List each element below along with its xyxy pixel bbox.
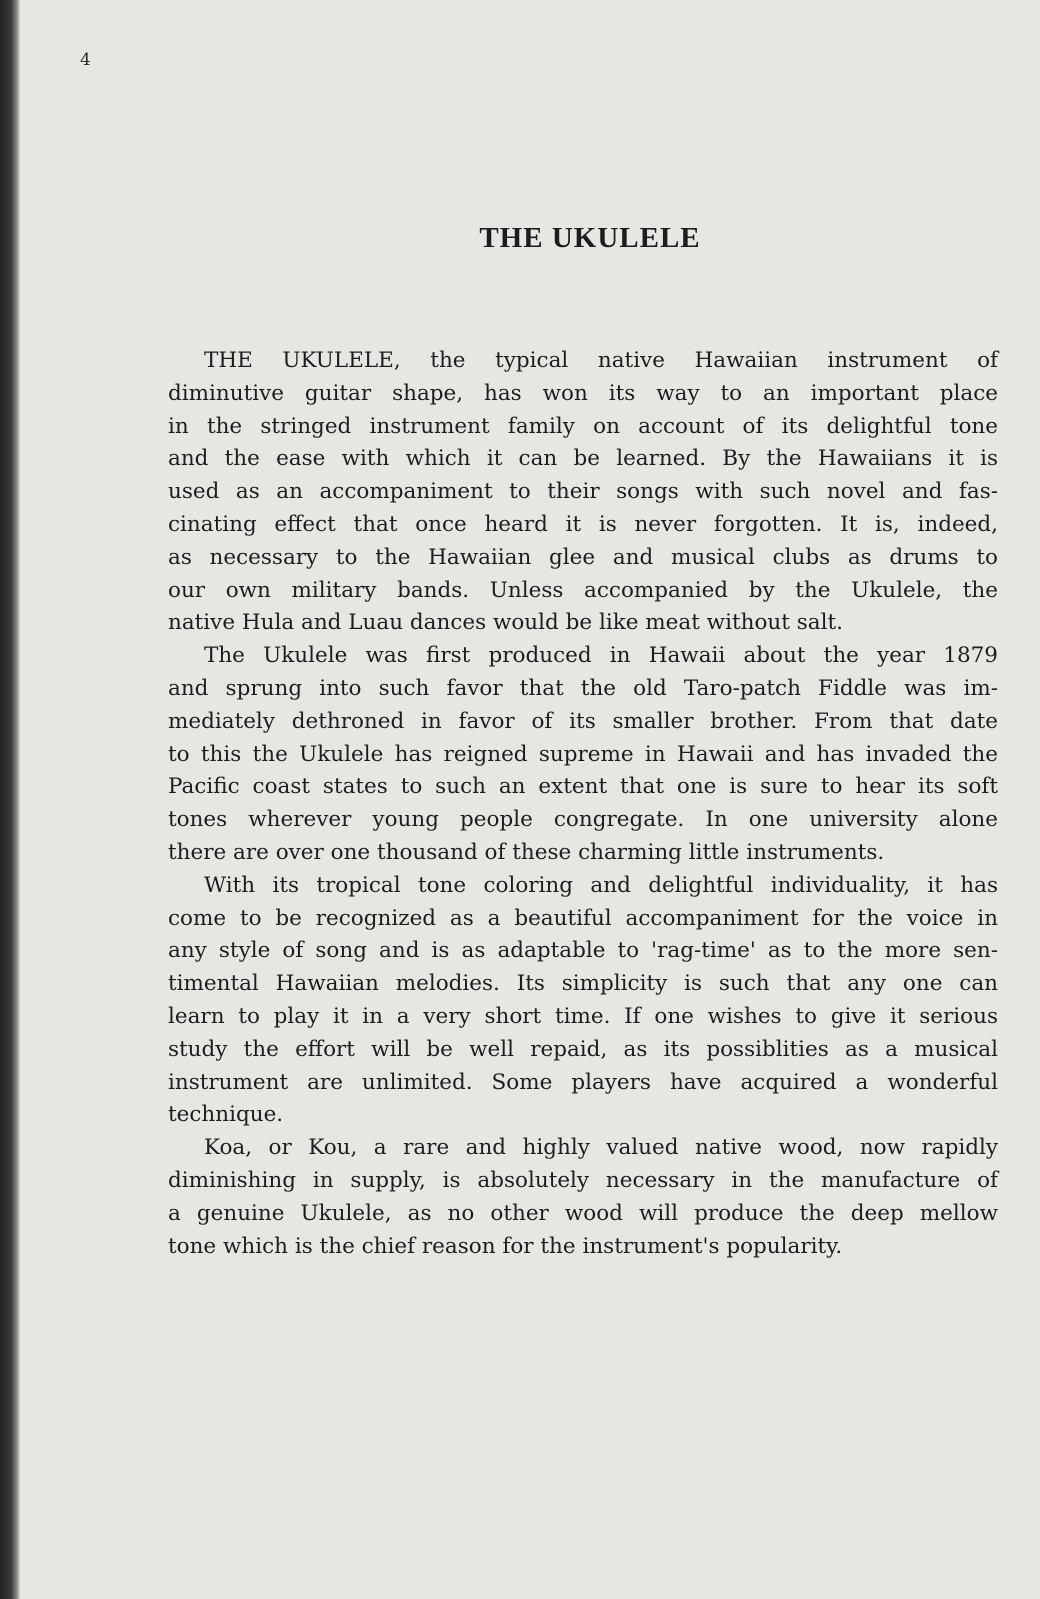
- text-line: diminishing in supply, is absolutely necessary in the manufacture of: [168, 1167, 998, 1193]
- text-line: With its tropical tone coloring and delightful individuality, it has: [204, 872, 998, 898]
- text-line: to this the Ukulele has reigned supreme in Hawaii and has invaded the: [168, 741, 998, 767]
- text-line: learn to play it in a very short time. If one wishes to give it serious: [168, 1003, 998, 1029]
- text-line: instrument are unlimited. Some players have acquired a wonderful: [168, 1069, 998, 1095]
- text-line: as necessary to the Hawaiian glee and musical clubs as drums to: [168, 544, 998, 570]
- text-line: native Hula and Luau dances would be like meat without salt.: [168, 610, 843, 636]
- page-title: THE UKULELE: [479, 222, 701, 254]
- text-line: Koa, or Kou, a rare and highly valued native wood, now rapidly: [204, 1135, 998, 1161]
- text-line: there are over one thousand of these charming little instruments.: [168, 839, 885, 865]
- paragraph: [168, 870, 998, 1132]
- text-line: our own military bands. Unless accompanied by the Ukulele, the: [168, 577, 998, 603]
- text-line: used as an accompaniment to their songs with such novel and fas-: [168, 479, 998, 505]
- text-line: a genuine Ukulele, as no other wood will produce the deep mellow: [168, 1200, 998, 1226]
- text-line: any style of song and is as adaptable to 'rag-time' as to the more sen-: [168, 938, 998, 964]
- paragraph: [168, 345, 998, 640]
- text-line: tone which is the chief reason for the instrument's popularity.: [168, 1233, 843, 1259]
- text-line: in the stringed instrument family on account of its delightful tone: [168, 413, 998, 439]
- text-line: mediately dethroned in favor of its smaller brother. From that date: [168, 708, 998, 734]
- text-line: diminutive guitar shape, has won its way to an important place: [168, 380, 998, 406]
- text-line: timental Hawaiian melodies. Its simplicity is such that any one can: [168, 971, 998, 997]
- paragraph: [168, 640, 998, 870]
- body-text: [168, 345, 998, 1263]
- text-line: and the ease with which it can be learned. By the Hawaiians it is: [168, 446, 998, 472]
- text-line: and sprung into such favor that the old Taro-patch Fiddle was im-: [168, 675, 998, 701]
- text-line: The Ukulele was first produced in Hawaii about the year 1879: [204, 643, 998, 669]
- text-line: technique.: [168, 1102, 284, 1128]
- text-line: study the effort will be well repaid, as its possiblities as a musical: [168, 1036, 998, 1062]
- text-line: THE UKULELE, the typical native Hawaiian instrument of: [204, 348, 998, 373]
- text-line: tones wherever young people congregate. In one university alone: [168, 807, 998, 833]
- text-line: Pacific coast states to such an extent that one is sure to hear its soft: [168, 774, 998, 800]
- text-line: come to be recognized as a beautiful accompaniment for the voice in: [168, 905, 998, 931]
- text-line: cinating effect that once heard it is never forgotten. It is, indeed,: [168, 511, 998, 537]
- page-number: 4: [80, 50, 91, 70]
- paragraph: [168, 1132, 998, 1263]
